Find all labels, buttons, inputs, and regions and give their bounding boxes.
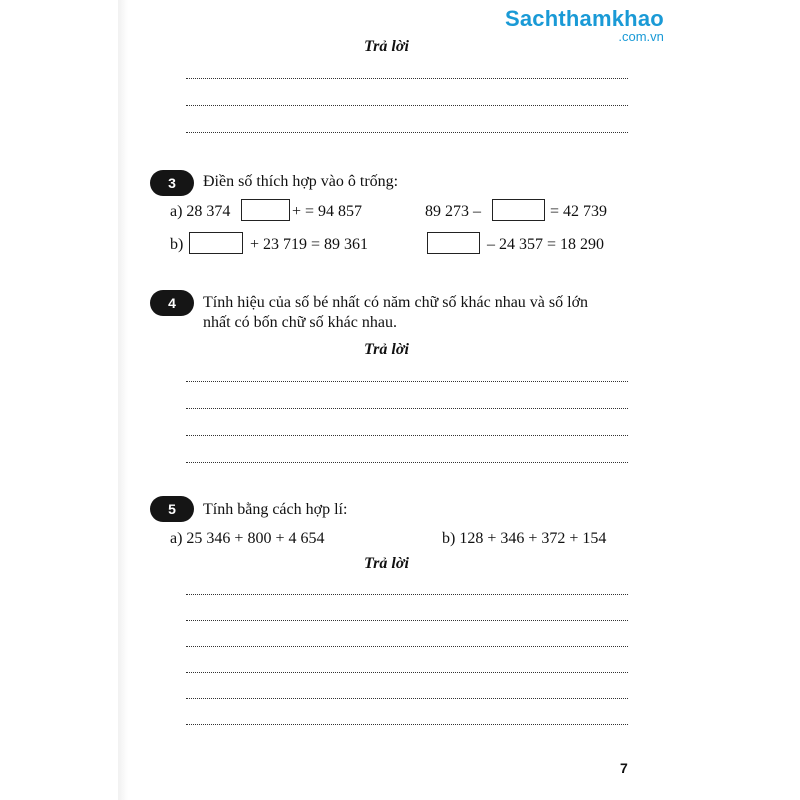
exercise-5a: a) 25 346 + 800 + 4 654 (170, 530, 325, 547)
watermark-main: Sachthamkhao (505, 6, 664, 31)
watermark-sub: .com.vn (618, 29, 664, 44)
answer-line[interactable] (186, 672, 628, 673)
exercise-number-badge: 4 (150, 290, 194, 316)
exercise-3b-left-suffix: + 23 719 = 89 361 (250, 236, 369, 253)
exercise-5b: b) 128 + 346 + 372 + 154 (442, 530, 607, 547)
exercise-5-prompt: Tính bằng cách hợp lí: (203, 501, 348, 518)
exercise-3a-right-prefix: 89 273 – (425, 203, 481, 220)
answer-line[interactable] (186, 132, 628, 133)
book-spine-shadow (118, 0, 128, 800)
exercise-3-prompt: Điền số thích hợp vào ô trống: (203, 173, 399, 190)
answer-box-3b-left[interactable] (189, 232, 243, 254)
answer-line[interactable] (186, 698, 628, 699)
exercise-3b-right-suffix: – 24 357 = 18 290 (487, 236, 605, 253)
answer-line[interactable] (186, 381, 628, 382)
answer-line[interactable] (186, 408, 628, 409)
answer-box-3a-right[interactable] (492, 199, 545, 221)
answer-line[interactable] (186, 620, 628, 621)
watermark-logo (505, 6, 664, 44)
answer-line[interactable] (186, 462, 628, 463)
answer-line[interactable] (186, 594, 628, 595)
page-number: 7 (620, 760, 628, 776)
exercise-4-prompt-line2: nhất có bốn chữ số khác nhau. (203, 314, 397, 331)
exercise-3a-right-suffix: = 42 739 (550, 203, 608, 220)
answer-line[interactable] (186, 435, 628, 436)
answer-line[interactable] (186, 646, 628, 647)
answer-label-4: Trả lời (364, 341, 409, 358)
answer-box-3a-left[interactable] (241, 199, 290, 221)
exercise-number-badge: 5 (150, 496, 194, 522)
exercise-3a-left-suffix: + = 94 857 (292, 203, 363, 220)
exercise-3a-left-prefix: a) 28 374 (170, 203, 231, 220)
answer-box-3b-right[interactable] (427, 232, 480, 254)
exercise-4-prompt-line1: Tính hiệu của số bé nhất có năm chữ số khác nhau và số lớn (203, 294, 589, 311)
answer-line[interactable] (186, 105, 628, 106)
answer-label-5: Trả lời (364, 555, 409, 572)
answer-line[interactable] (186, 724, 628, 725)
answer-label-top: Trả lời (364, 38, 409, 55)
exercise-3b-left-prefix: b) (170, 236, 184, 253)
exercise-number-badge: 3 (150, 170, 194, 196)
answer-line[interactable] (186, 78, 628, 79)
